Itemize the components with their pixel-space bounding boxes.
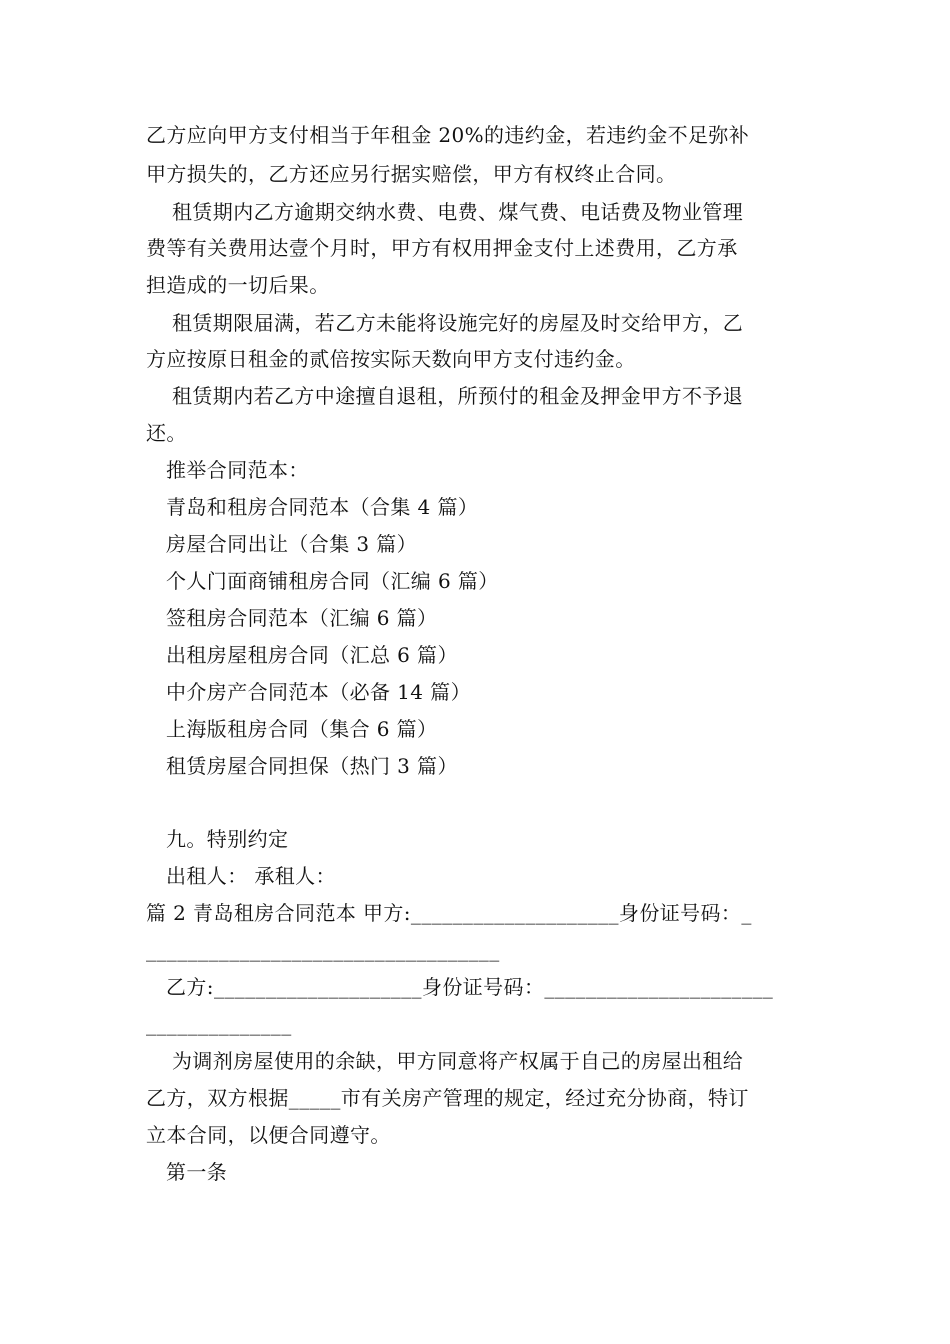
section-heading: 推举合同范本：: [166, 458, 309, 482]
blank-line: __________________________________: [146, 938, 500, 962]
list-item: 青岛和租房合同范本（合集 4 篇）: [166, 495, 479, 519]
paragraph-line: 乙方应向甲方支付相当于年租金 20%的违约金，若违约金不足弥补: [146, 123, 750, 147]
article-heading: 第一条: [166, 1160, 228, 1184]
paragraph-line: 还。: [146, 421, 187, 445]
paragraph-line: 费等有关费用达壹个月时，甲方有权用押金支付上述费用，乙方承: [146, 236, 738, 260]
list-item: 中介房产合同范本（必备 14 篇）: [166, 680, 471, 704]
list-item: 出租房屋租房合同（汇总 6 篇）: [166, 643, 458, 667]
paragraph-line: 乙方，双方根据_____市有关房产管理的规定，经过充分协商，特订: [146, 1086, 749, 1110]
paragraph-line: 甲方损失的，乙方还应另行据实赔偿，甲方有权终止合同。: [146, 162, 677, 186]
party-a-line: 篇 2 青岛租房合同范本 甲方:____________________身份证号码：_: [146, 901, 752, 925]
paragraph-line: 租赁期限届满，若乙方未能将设施完好的房屋及时交给甲方，乙: [172, 311, 744, 335]
list-item: 租赁房屋合同担保（热门 3 篇）: [166, 754, 458, 778]
list-item: 个人门面商铺租房合同（汇编 6 篇）: [166, 569, 499, 593]
paragraph-line: 担造成的一切后果。: [146, 273, 330, 297]
paragraph-line: 租赁期内若乙方中途擅自退租，所预付的租金及押金甲方不予退: [172, 384, 744, 408]
party-b-line: 乙方:____________________身份证号码：______________________: [166, 975, 774, 999]
blank-line: ______________: [146, 1012, 292, 1036]
paragraph-line: 租赁期内乙方逾期交纳水费、电费、煤气费、电话费及物业管理: [172, 200, 744, 224]
list-item: 房屋合同出让（合集 3 篇）: [166, 532, 418, 556]
list-item: 签租房合同范本（汇编 6 篇）: [166, 606, 438, 630]
section-heading: 九。特别约定: [166, 827, 289, 851]
paragraph-line: 立本合同，以便合同遵守。: [146, 1123, 391, 1147]
list-item: 上海版租房合同（集合 6 篇）: [166, 717, 438, 741]
signature-line: 出租人： 承租人：: [166, 864, 336, 888]
paragraph-line: 为调剂房屋使用的余缺，甲方同意将产权属于自己的房屋出租给: [172, 1049, 744, 1073]
paragraph-line: 方应按原日租金的贰倍按实际天数向甲方支付违约金。: [146, 347, 636, 371]
